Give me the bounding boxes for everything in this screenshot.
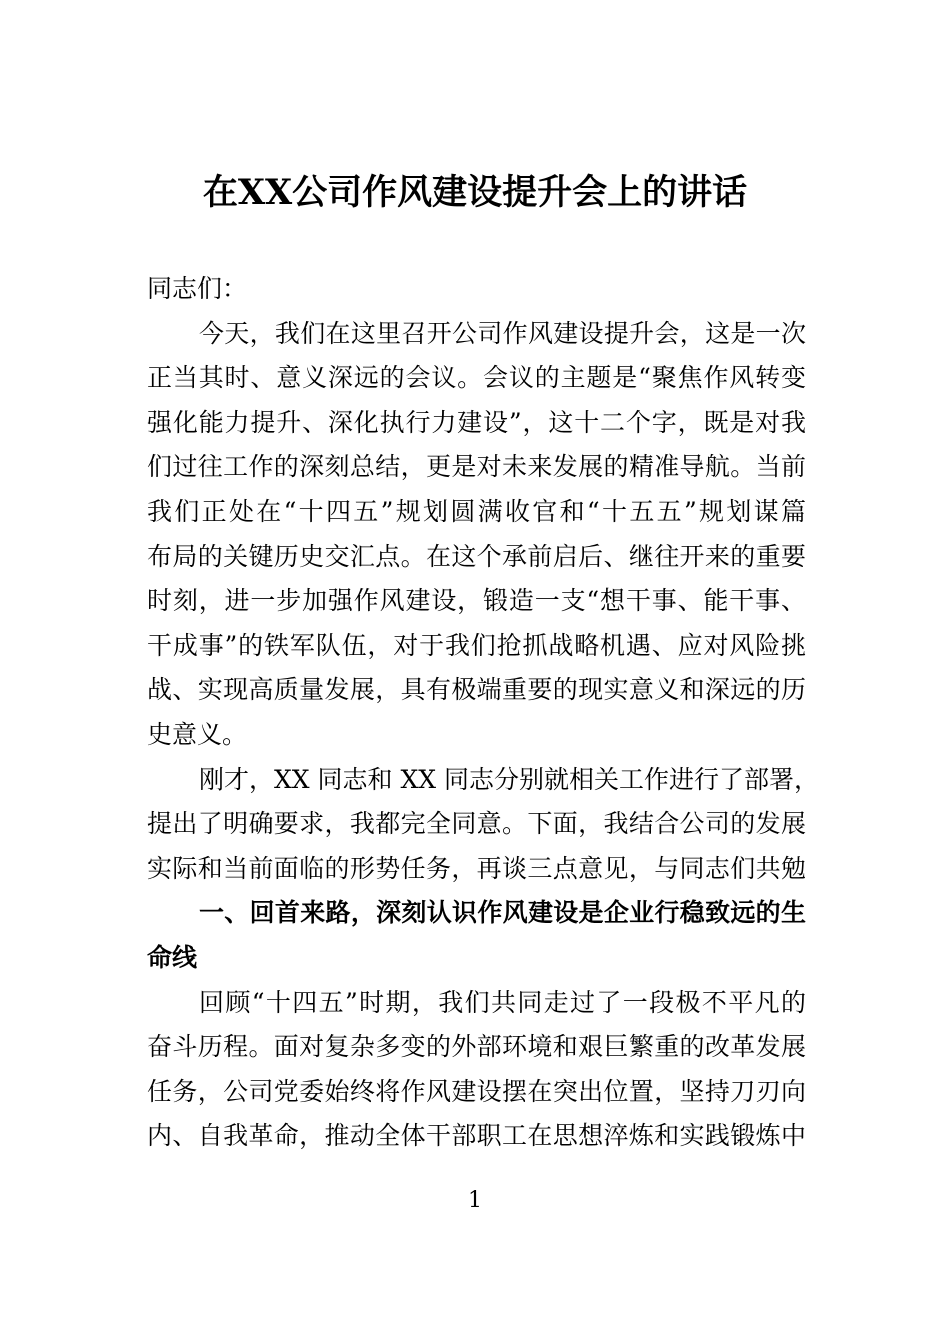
text-line: 回顾“十四五”时期，我们共同走过了一段极不平凡的	[199, 987, 806, 1017]
paragraph	[147, 981, 806, 1159]
section-heading	[147, 891, 806, 980]
text-line: 战、实现高质量发展，具有极端重要的现实意义和深远的历	[147, 675, 806, 705]
text-line: 命线	[147, 942, 198, 972]
text-line: 一、回首来路，深刻认识作风建设是企业行稳致远的生	[199, 898, 806, 928]
text-line: 们过往工作的深刻总结，更是对未来发展的精准导航。当前	[147, 452, 806, 482]
document-title: 在XX公司作风建设提升会上的讲话	[202, 172, 748, 213]
text-line: 时刻，进一步加强作风建设，锻造一支“想干事、能干事、	[147, 586, 806, 616]
salutation: 同志们：	[147, 274, 248, 303]
paragraph	[147, 758, 820, 892]
text-line: 我们正处在“十四五”规划圆满收官和“十五五”规划谋篇	[147, 496, 806, 526]
text-line: 奋斗历程。面对复杂多变的外部环境和艰巨繁重的改革发展	[147, 1032, 806, 1062]
paragraph	[147, 312, 806, 758]
document-body	[147, 267, 820, 1159]
text-line: 今天，我们在这里召开公司作风建设提升会，这是一次	[199, 318, 806, 348]
text-line: 刚才，XX 同志和 XX 同志分别就相关工作进行了部署，	[199, 764, 820, 794]
text-line: 布局的关键历史交汇点。在这个承前启后、继往开来的重要	[147, 541, 806, 571]
text-line: 实际和当前面临的形势任务，再谈三点意见，与同志们共勉	[147, 853, 806, 883]
page-number: 1	[468, 1188, 482, 1213]
text-line: 史意义。	[147, 719, 248, 749]
text-line: 干成事”的铁军队伍，对于我们抢抓战略机遇、应对风险挑	[147, 630, 806, 660]
text-line: 内、自我革命，推动全体干部职工在思想淬炼和实践锻炼中	[147, 1121, 806, 1151]
text-line: 正当其时、意义深远的会议。会议的主题是“聚焦作风转变	[147, 363, 806, 393]
text-line: 提出了明确要求，我都完全同意。下面，我结合公司的发展	[147, 809, 806, 839]
paragraphs	[147, 312, 820, 1159]
text-line: 任务，公司党委始终将作风建设摆在突出位置，坚持刀刃向	[147, 1076, 806, 1106]
text-line: 强化能力提升、深化执行力建设”，这十二个字，既是对我	[147, 407, 806, 437]
